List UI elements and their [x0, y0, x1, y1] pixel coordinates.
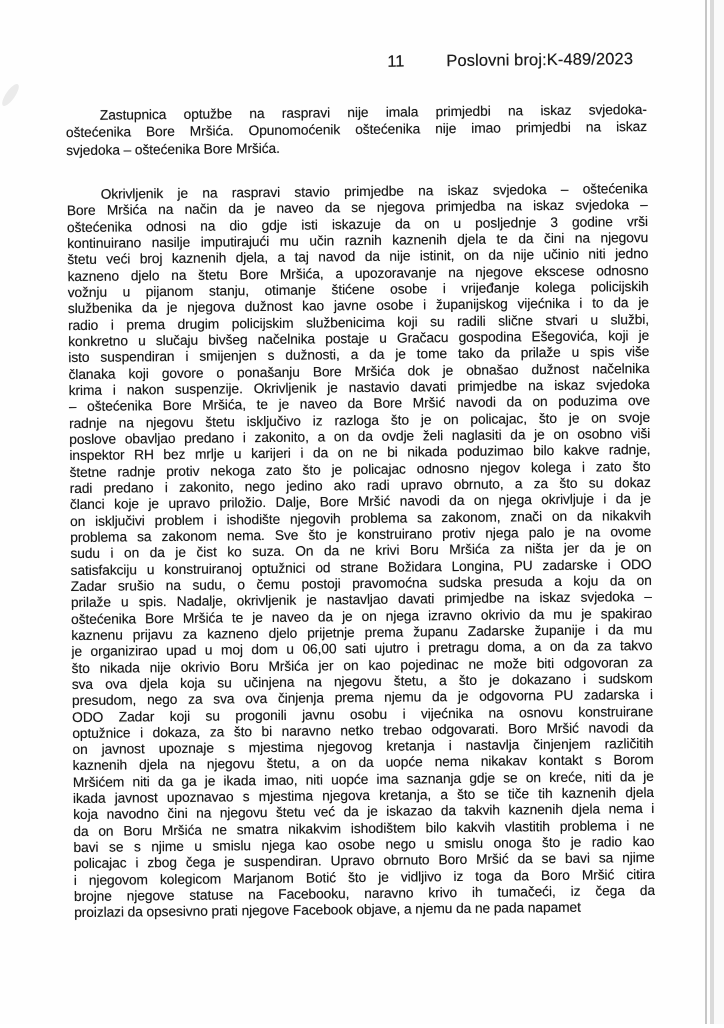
text-line: problema sa zakonom nema. Sve što je konstruirano protiv njega palo je na ovome: [70, 523, 652, 545]
text-line: Okrivljenik je na raspravi stavio primjedbe na iskaz svjedoka – oštećenika: [100, 180, 648, 202]
text-line: štetne radnje protiv nekoga zato što je policajac odnosno njegov kolega i zato što: [69, 458, 651, 480]
text-line: je organizirao upad u moj dom u 06,00 sati ujutro i pretragu doma, a on da za takvo: [71, 638, 653, 660]
text-line: brojne njegove statuse na Facebooku, naravno krivo ih tumačeći, iz čega da: [73, 883, 656, 905]
text-line: članaka koji govore o ponašanju Bore Mršića dok je obnašao dužnost načelnika: [68, 360, 650, 382]
text-line: što nikada nije okrivio Boru Mršića jer on kao pojedinac ne može biti odgovoran za: [71, 654, 653, 676]
text-line: radnje na njegovu štetu isključivo iz razloga što je on policajac, što je on svoje: [68, 409, 651, 431]
text-line: oštećenika Bore Mršića te je naveo da je on njega izravno okrivio da mu je spakirao: [71, 605, 653, 627]
text-line: Bore Mršića na način da je naveo da se njegova primjedba na iskaz svjedoka –: [66, 197, 648, 219]
page-edge-margin: [714, 0, 724, 1024]
paragraph-defendant-objections: [67, 181, 656, 922]
text-line: kaznenu prijavu za kazneno djelo prijetnje prema županu Zadarske županije i da mu: [71, 621, 653, 643]
text-line: – oštećenika Bore Mršića, te je naveo da Bore Mršić navodi da on poduzima ove: [68, 393, 650, 415]
text-line: policajac i zbog čega je suspendiran. Upravo obrnuto Boro Mršić da se bavi sa njime: [73, 850, 655, 872]
text-line: presudom, nego za sva ova činjenja prema njemu da je odgovorna PU zadarska i: [71, 687, 654, 709]
text-line: bavi se s njime u smislu njega kao osobe nego u smislu onoga što je radio kao: [73, 834, 655, 856]
text-line: proizlazi da opsesivno prati njegove Facebook objave, a njemu da ne pada napamet: [74, 900, 581, 921]
text-line: isto suspendiran i smijenjen s dužnosti, a da je tome tako da prilaže u spis više: [68, 344, 650, 366]
page-header: [65, 50, 646, 78]
text-line: Zastupnica optužbe na raspravi nije imala primjedbi na iskaz svjedoka-: [99, 101, 647, 123]
text-line: on isključivi problem i ishodište njegovih problema sa zakonom, znači on da nikakvih: [70, 507, 652, 529]
text-line: da on Boru Mršića ne smatra nikakvim ishodištem bilo kakvih vlastitih problema i ne: [73, 817, 655, 839]
text-line: službenika da je njegova dužnost kao javne osobe i županijskog vijećnika i to da je: [67, 295, 649, 317]
page-number: 11: [387, 52, 405, 71]
text-line: sudu i on da je čist ko suza. On da ne krivi Boru Mršića za ništa jer da je on: [70, 540, 652, 562]
text-line: ikada javnost upoznavao s mjestima njegova kretanja, a što se tiče tih kaznenih djela: [72, 785, 655, 807]
text-line: koja navodno čini na njegovu štetu već da je iskazao da takvih kaznenih djela nema i: [73, 801, 655, 823]
text-line: Mršićem niti da ga je ikada imao, niti uopće ima saznanja gdje se on kreće, niti da je: [72, 768, 654, 790]
text-line: vožnju u pijanom stanju, otimanje štićene osobe i vrijeđanje kolega policijskih: [67, 278, 649, 301]
text-line: konkretno u slučaju bivšeg načelnika postaje u Gračacu gospodina Ešegovića, koji je: [68, 327, 650, 350]
text-line: oštećenika odnosi na dio gdje isti iskazuje da on u posljednje 3 godine vrši: [66, 213, 649, 235]
text-line: inspektor RH bez mrlje u karijeri i da on ne bi nikada poduzimao bilo kakve radnje,: [69, 442, 651, 464]
text-line: sva ova djela koja su učinjena na njegovu štetu, a što je dokazano i sudskom: [71, 670, 653, 692]
text-line: radi predano i zakonito, nego jedino ako radi upravo obrnuto, a za što su dokaz: [69, 474, 651, 496]
text-line: poslove obavljao predano i zakonito, a on da ovdje želi naglasiti da je on osobno viši: [69, 425, 651, 447]
paragraph-prosecutor-statement: [66, 101, 648, 159]
text-line: članci koje je upravo priložio. Dalje, Bore Mršić navodi da on njega okrivljuje i da je: [69, 491, 651, 513]
case-number: Poslovni broj:K-489/2023: [446, 50, 634, 71]
text-line: on javnost upoznaje s mjestima njegovog kretanja i nastavlja činjenjem različitih: [72, 736, 654, 758]
text-line: oštećenika Bore Mršića. Opunomoćenik oštećenika nije imao primjedbi na iskaz: [65, 119, 648, 141]
text-line: i njegovom kolegicom Marjanom Botić što je vidljivo iz toga da Boro Mršić citira: [73, 866, 655, 888]
text-line: satisfakciju u konstruiranoj optužnici od strane Božidara Longina, PU zadarske i ODO: [70, 556, 652, 578]
text-line: radio i prema drugim policijskim službenicima koji su radili slične stvari u službi,: [67, 311, 650, 333]
text-line: svjedoka – oštećenika Bore Mršića.: [66, 140, 280, 158]
text-line: kaznenih djela na njegovu štetu, a on da uopće nema nikakav kontakt s Borom: [72, 752, 654, 774]
text-line: Zadar srušio na sudu, o čemu postoji pravomoćna sudska presuda a koju da on: [70, 572, 652, 594]
text-line: krima i nakon suspenzije. Okrivljenik je nastavio davati primjedbe na iskaz svjedoka: [68, 376, 650, 399]
text-line: ODO Zadar koji su progonili javnu osobu i vijećnika na osnovu konstruirane: [72, 703, 654, 725]
text-line: kontinuirano nasilje imputirajući mu učin raznih kaznenih djela te da čini na njegovu: [67, 229, 649, 252]
page-edge-line: [705, 0, 707, 1024]
text-line: optužnice i dokaza, za što bi naravno netko trebao odgovarati. Boro Mršić navodi da: [72, 719, 654, 741]
text-line: prilaže u spis. Nadalje, okrivljenik je nastavljao davati primjedbe na iskaz svjedoka –: [70, 589, 652, 611]
text-line: štetu veći broj kaznenih djela, a taj navod da nije istinit, on da nije učinio niti jedno: [67, 246, 649, 268]
text-line: kazneno djelo na štetu Bore Mršića, a upozoravanje na njegove ekscese odnosno: [67, 262, 649, 284]
